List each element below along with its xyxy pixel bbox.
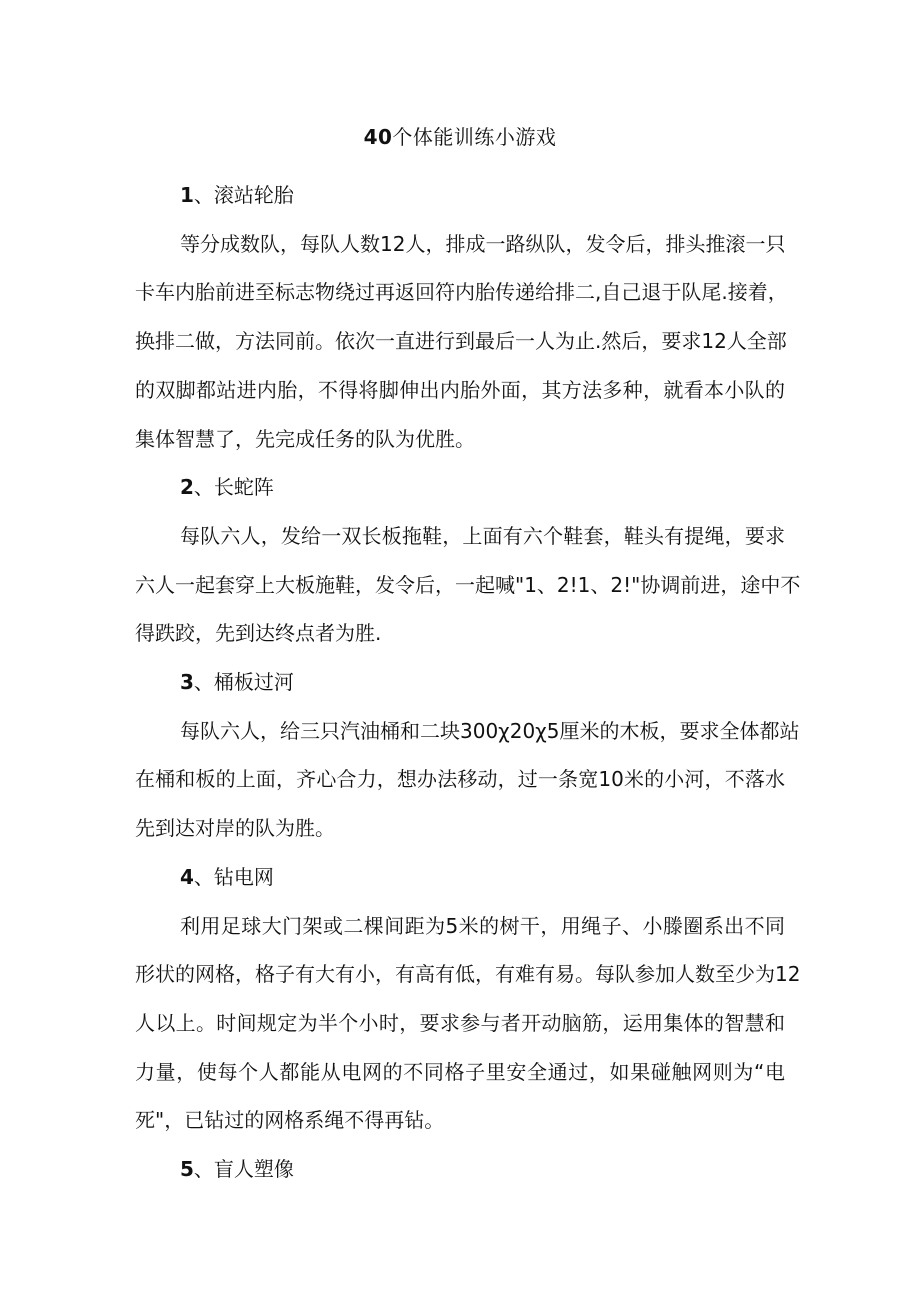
section-heading-3 [135,658,785,707]
paragraph-line: 力量，使每个人都能从电网的不同格子里安全通过，如果碰触网则为“电 [135,1059,785,1084]
paragraph-line: 六人一起套穿上大板施鞋，发令后，一起喊"1、2!1、2!"协调前进，途中不 [135,572,801,597]
paragraph-line: 人以上。时间规定为半个小时，要求参与者开动脑筋，运用集体的智慧和 [135,1010,785,1035]
section-heading-2 [135,463,785,512]
paragraph-line: 换排二做，方法同前。依次一直进行到最后一人为止.然后，要求12人全部 [135,329,787,354]
document-title [0,122,920,152]
section-paragraph-1 [135,220,788,464]
section-heading-4 [135,853,785,902]
section-number: 3 [180,670,194,695]
paragraph-line: 卡车内胎前进至标志物绕过再返回符内胎传递给排二,自己退于队尾.接着， [135,280,788,305]
section-number: 2 [180,475,194,500]
section-number: 1 [180,183,194,207]
document-body [135,171,801,1194]
section-heading-1 [135,171,785,220]
paragraph-line: 每队六人，给三只汽油桶和二块300χ20χ5厘米的木板，要求全体都站 [180,718,800,743]
paragraph-line: 等分成数队，每队人数12人，排成一路纵队，发令后，排头推滚一只 [180,231,786,256]
section-title: 、桶板过河 [193,670,294,695]
paragraph-line: 每队六人，发给一双长板拖鞋，上面有六个鞋套，鞋头有提绳，要求 [180,523,785,548]
section-title: 、盲人塑像 [193,1157,294,1182]
paragraph-line: 死"，已钻过的网格系绳不得再钻。 [135,1108,445,1133]
section-title: 、钻电网 [193,864,274,889]
section-title: 、长蛇阵 [193,475,274,500]
title-number: 40 [363,125,393,149]
section-paragraph-4 [135,902,801,1146]
paragraph-line: 先到达对岸的队为胜。 [135,816,335,841]
paragraph-line: 利用足球大门架或二棵间距为5米的树干，用绳子、小滕圈系出不同 [180,913,785,938]
section-heading-5 [135,1145,785,1194]
paragraph-line: 的双脚都站进内胎，不得将脚伸出内胎外面，其方法多种，就看本小队的 [135,377,785,402]
section-number: 5 [180,1157,194,1182]
section-number: 4 [180,864,194,889]
paragraph-line: 集体智慧了，先完成任务的队为优胜。 [135,426,475,451]
paragraph-line: 形状的网格，格子有大有小，有高有低，有难有易。每队参加人数至少为12 [135,962,801,987]
paragraph-line: 在桶和板的上面，齐心合力，想办法移动，过一条宽10米的小河，不落水 [135,767,785,792]
paragraph-line: 得跌跤，先到达终点者为胜. [135,621,382,646]
title-text: 个体能训练小游戏 [392,125,557,149]
section-title: 、滚站轮胎 [193,183,294,207]
section-paragraph-3 [135,707,800,853]
section-paragraph-2 [135,512,801,658]
